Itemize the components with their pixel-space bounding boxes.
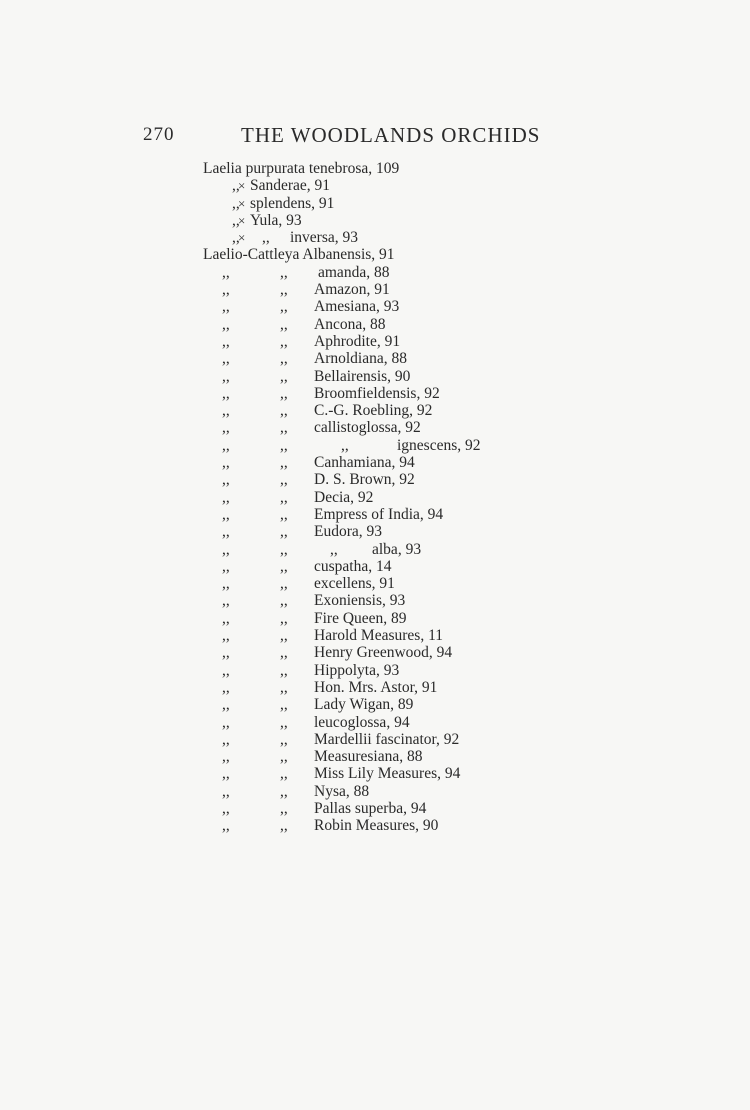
ditto-mark: ,, xyxy=(222,419,230,437)
index-entry xyxy=(0,541,750,558)
ditto-mark: ,, xyxy=(222,782,230,800)
ditto-mark: ,, xyxy=(280,471,288,489)
ditto-mark: ,, xyxy=(222,454,230,472)
index-entry xyxy=(0,592,750,609)
ditto-mark: ,, xyxy=(280,402,288,420)
ditto-mark: ,, xyxy=(222,505,230,523)
ditto-mark: ,, xyxy=(222,471,230,489)
index-entry xyxy=(0,437,750,454)
ditto-mark: ,, xyxy=(280,592,288,610)
entry-text: Nysa, 88 xyxy=(314,782,370,800)
entry-text: Sanderae, 91 xyxy=(250,177,331,195)
index-entry xyxy=(0,454,750,471)
entry-text: Aphrodite, 91 xyxy=(314,332,401,350)
index-entry xyxy=(0,644,750,661)
ditto-mark: ,, xyxy=(280,488,288,506)
ditto-mark: ,, xyxy=(222,644,230,662)
index-entry xyxy=(0,523,750,540)
entry-text: Broomfieldensis, 92 xyxy=(314,384,440,402)
ditto-mark: ,, xyxy=(280,436,288,454)
ditto-mark: ,, xyxy=(280,454,288,472)
entry-text: D. S. Brown, 92 xyxy=(314,471,415,489)
index-entry xyxy=(0,298,750,315)
entry-text: Harold Measures, 11 xyxy=(314,627,443,645)
entry-text: leucoglossa, 94 xyxy=(314,713,410,731)
cross-mark: × xyxy=(238,195,246,211)
ditto-mark: ,, xyxy=(222,575,230,593)
index-entries xyxy=(0,160,750,835)
ditto-mark: ,, xyxy=(280,350,288,368)
ditto-mark: ,, xyxy=(280,315,288,333)
ditto-mark: ,, xyxy=(280,817,288,835)
ditto-mark: ,, xyxy=(222,488,230,506)
ditto-mark: ,, xyxy=(280,419,288,437)
index-entry xyxy=(0,731,750,748)
index-entry xyxy=(0,765,750,782)
ditto-mark: ,, xyxy=(222,436,230,454)
ditto-mark: ,, xyxy=(280,557,288,575)
index-entry xyxy=(0,229,750,246)
entry-text: Yula, 93 xyxy=(250,211,302,229)
entry-text: Ancona, 88 xyxy=(314,315,386,333)
ditto-mark: ,, xyxy=(222,332,230,350)
ditto-mark: ,, xyxy=(280,523,288,541)
entry-text: Lady Wigan, 89 xyxy=(314,696,414,714)
ditto-mark: ,, xyxy=(262,229,270,247)
ditto-mark: ,, xyxy=(280,332,288,350)
ditto-mark: ,, xyxy=(222,730,230,748)
index-entry xyxy=(0,696,750,713)
entry-text: excellens, 91 xyxy=(314,575,395,593)
entry-text: Laelia purpurata tenebrosa, 109 xyxy=(203,160,400,177)
ditto-mark: ,, xyxy=(280,263,288,281)
ditto-mark: ,, xyxy=(280,298,288,316)
index-entry xyxy=(0,558,750,575)
entry-text: Empress of India, 94 xyxy=(314,505,444,523)
ditto-mark: ,, xyxy=(280,782,288,800)
index-entry xyxy=(0,748,750,765)
index-entry xyxy=(0,333,750,350)
ditto-mark: ,, xyxy=(222,661,230,679)
ditto-mark: ,, xyxy=(222,609,230,627)
index-entry xyxy=(0,350,750,367)
ditto-mark: ,, xyxy=(280,748,288,766)
index-entry xyxy=(0,195,750,212)
ditto-mark: ,, xyxy=(222,713,230,731)
entry-text: amanda, 88 xyxy=(318,263,390,281)
ditto-mark: ,, xyxy=(222,799,230,817)
entry-text: Laelio-Cattleya Albanensis, 91 xyxy=(203,246,395,264)
ditto-mark: ,, xyxy=(232,194,240,212)
index-entry xyxy=(0,627,750,644)
ditto-mark: ,, xyxy=(280,575,288,593)
index-entry xyxy=(0,662,750,679)
running-head: THE WOODLANDS ORCHIDS xyxy=(241,123,541,147)
entry-text: callistoglossa, 92 xyxy=(314,419,421,437)
index-entry xyxy=(0,212,750,229)
page-number: 270 xyxy=(143,124,175,145)
ditto-mark: ,, xyxy=(222,298,230,316)
entry-text: Fire Queen, 89 xyxy=(314,609,407,627)
entry-text: Bellairensis, 90 xyxy=(314,367,411,385)
entry-text: Robin Measures, 90 xyxy=(314,817,439,835)
ditto-mark: ,, xyxy=(280,713,288,731)
cross-mark: × xyxy=(238,230,246,246)
index-entry xyxy=(0,264,750,281)
entry-text: Amazon, 91 xyxy=(314,281,390,299)
index-entry xyxy=(0,281,750,298)
ditto-mark: ,, xyxy=(222,367,230,385)
ditto-mark: ,, xyxy=(280,696,288,714)
entry-text: Arnoldiana, 88 xyxy=(314,350,407,368)
cross-mark: × xyxy=(238,212,246,228)
ditto-mark: ,, xyxy=(280,540,288,558)
ditto-mark: ,, xyxy=(222,557,230,575)
ditto-mark: ,, xyxy=(280,644,288,662)
index-entry xyxy=(0,402,750,419)
ditto-mark: ,, xyxy=(222,402,230,420)
index-entry xyxy=(0,800,750,817)
ditto-mark: ,, xyxy=(222,678,230,696)
ditto-mark: ,, xyxy=(222,748,230,766)
ditto-mark: ,, xyxy=(222,765,230,783)
ditto-mark: ,, xyxy=(280,661,288,679)
index-entry xyxy=(0,160,750,177)
index-entry xyxy=(0,506,750,523)
ditto-mark: ,, xyxy=(232,229,240,247)
index-entry xyxy=(0,246,750,263)
index-entry xyxy=(0,575,750,592)
entry-text: splendens, 91 xyxy=(250,194,335,212)
index-entry xyxy=(0,419,750,436)
ditto-mark: ,, xyxy=(280,678,288,696)
ditto-mark: ,, xyxy=(232,211,240,229)
entry-text: C.-G. Roebling, 92 xyxy=(314,402,433,420)
ditto-mark: ,, xyxy=(222,627,230,645)
index-entry xyxy=(0,714,750,731)
entry-text: Pallas superba, 94 xyxy=(314,799,427,817)
index-entry xyxy=(0,471,750,488)
ditto-mark: ,, xyxy=(280,730,288,748)
entry-text: cuspatha, 14 xyxy=(314,557,392,575)
entry-text: inversa, 93 xyxy=(290,229,359,247)
entry-text: Amesiana, 93 xyxy=(314,298,400,316)
index-entry xyxy=(0,679,750,696)
entry-text: Exoniensis, 93 xyxy=(314,592,406,610)
ditto-mark: ,, xyxy=(222,281,230,299)
entry-text: Canhamiana, 94 xyxy=(314,454,415,472)
entry-text: Measuresiana, 88 xyxy=(314,748,423,766)
ditto-mark: ,, xyxy=(280,367,288,385)
ditto-mark: ,, xyxy=(222,384,230,402)
entry-text: Eudora, 93 xyxy=(314,523,383,541)
ditto-mark: ,, xyxy=(280,505,288,523)
ditto-mark: ,, xyxy=(232,177,240,195)
ditto-mark: ,, xyxy=(280,627,288,645)
index-entry xyxy=(0,783,750,800)
ditto-mark: ,, xyxy=(280,609,288,627)
ditto-mark: ,, xyxy=(330,540,338,558)
ditto-mark: ,, xyxy=(341,436,349,454)
ditto-mark: ,, xyxy=(280,384,288,402)
ditto-mark: ,, xyxy=(222,523,230,541)
entry-text: alba, 93 xyxy=(372,540,422,558)
index-entry xyxy=(0,610,750,627)
entry-text: Hon. Mrs. Astor, 91 xyxy=(314,678,438,696)
ditto-mark: ,, xyxy=(280,281,288,299)
entry-text: Hippolyta, 93 xyxy=(314,661,400,679)
ditto-mark: ,, xyxy=(222,817,230,835)
index-entry xyxy=(0,177,750,194)
ditto-mark: ,, xyxy=(222,263,230,281)
ditto-mark: ,, xyxy=(222,696,230,714)
entry-text: Henry Greenwood, 94 xyxy=(314,644,453,662)
ditto-mark: ,, xyxy=(222,592,230,610)
cross-mark: × xyxy=(238,178,246,194)
index-entry xyxy=(0,368,750,385)
ditto-mark: ,, xyxy=(280,799,288,817)
ditto-mark: ,, xyxy=(222,540,230,558)
index-entry xyxy=(0,385,750,402)
entry-text: Decia, 92 xyxy=(314,488,374,506)
ditto-mark: ,, xyxy=(280,765,288,783)
index-entry xyxy=(0,817,750,834)
index-entry xyxy=(0,489,750,506)
entry-text: ignescens, 92 xyxy=(397,436,481,454)
index-entry xyxy=(0,316,750,333)
ditto-mark: ,, xyxy=(222,350,230,368)
entry-text: Mardellii fascinator, 92 xyxy=(314,730,460,748)
ditto-mark: ,, xyxy=(222,315,230,333)
entry-text: Miss Lily Measures, 94 xyxy=(314,765,461,783)
